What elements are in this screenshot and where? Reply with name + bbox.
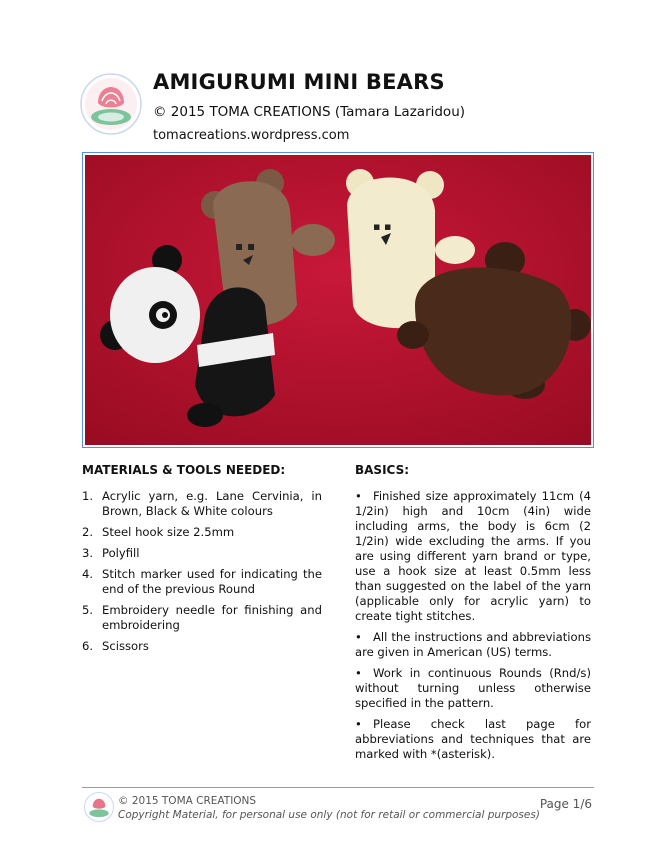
footer-copyright: © 2015 TOMA CREATIONS bbox=[118, 795, 257, 807]
amigurumi-bears-photo bbox=[85, 155, 591, 445]
list-item: 3. Polyfill bbox=[82, 546, 140, 560]
list-item: 1. Acrylic yarn, e.g. Lane Cervinia, in Brown, Black & White colours bbox=[82, 489, 322, 518]
list-item: 5. Embroidery needle for finishing and embroidering bbox=[82, 603, 322, 632]
list-item: • Finished size approximately 11cm (4 1/2in) high and 10cm (4in) wide including arms, the body is 6cm (2 1/2in) wide excluding the arms. If you are using different yarn brand or type, use a hook size at least 0.5mm less than suggested on the label of the yarn (applicable only for acrylic yarn) to create tight stitches. bbox=[355, 489, 591, 623]
document-title: AMIGURUMI MINI BEARS bbox=[153, 70, 445, 94]
basics-section bbox=[355, 463, 591, 768]
website-link[interactable]: tomacreations.wordpress.com bbox=[153, 128, 350, 143]
bullet-icon: • bbox=[355, 666, 362, 680]
list-item: 6. Scissors bbox=[82, 639, 149, 653]
list-item: 2. Steel hook size 2.5mm bbox=[82, 525, 235, 539]
svg-text:▪ ▪: ▪ ▪ bbox=[373, 220, 392, 233]
svg-text:▪ ▪: ▪ ▪ bbox=[235, 239, 256, 253]
bullet-icon: • bbox=[355, 489, 362, 503]
bullet-icon: • bbox=[355, 630, 362, 644]
basics-heading: BASICS: bbox=[355, 463, 410, 477]
list-item: • Please check last page for abbreviations and techniques that are marked with *(asterisk). bbox=[355, 717, 591, 761]
footer-usage-notice: Copyright Material, for personal use only (not for retail or commercial purposes) bbox=[118, 809, 540, 821]
toma-creations-logo-small bbox=[84, 792, 114, 822]
list-item: • Work in continuous Rounds (Rnd/s) without turning unless otherwise specified in the pattern. bbox=[355, 666, 591, 710]
toma-creations-logo bbox=[80, 73, 142, 135]
page-number: Page 1/6 bbox=[539, 797, 592, 811]
bears-photo-frame bbox=[82, 152, 594, 448]
materials-section bbox=[82, 463, 322, 660]
basics-list bbox=[355, 489, 591, 762]
list-item: 4. Stitch marker used for indicating the end of the previous Round bbox=[82, 567, 322, 596]
materials-list bbox=[82, 489, 322, 654]
footer-divider bbox=[82, 787, 594, 788]
bullet-icon: • bbox=[355, 717, 362, 731]
list-item: • All the instructions and abbreviations are given in American (US) terms. bbox=[355, 630, 591, 659]
materials-heading: MATERIALS & TOOLS NEEDED: bbox=[82, 463, 286, 477]
copyright-subtitle: © 2015 TOMA CREATIONS (Tamara Lazaridou) bbox=[153, 104, 466, 120]
